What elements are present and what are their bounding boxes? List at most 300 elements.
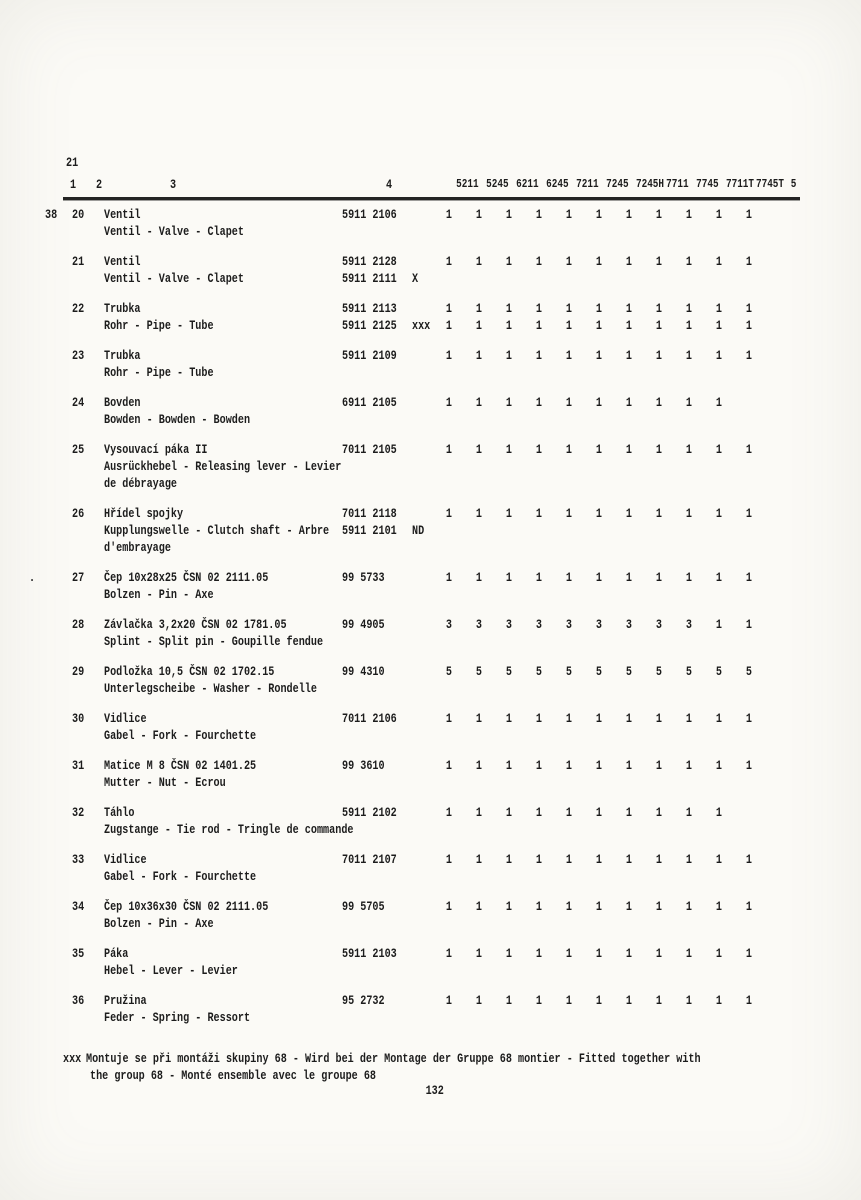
part-marker (412, 757, 434, 774)
qty-cell: 1 (535, 852, 543, 867)
qty-cell (644, 680, 674, 697)
qty-cell: 1 (685, 805, 693, 820)
qty-cell: 3 (685, 617, 693, 632)
qty-cell (464, 962, 494, 979)
part-marker: X (412, 271, 419, 286)
qty-cell (554, 586, 584, 603)
table-row (0, 394, 861, 428)
row-description: Kupplungswelle - Clutch shaft - Arbre (104, 523, 330, 538)
row-ref (0, 300, 72, 317)
qty-cell (734, 223, 764, 240)
row-ref (0, 633, 72, 650)
qty-cell: 1 (625, 758, 633, 773)
row-description: Splint - Split pin - Goupille fendue (104, 634, 324, 649)
qty-cell (524, 821, 554, 838)
qty-cell: 5 (475, 664, 483, 679)
row-pos (72, 586, 104, 603)
part-marker (412, 347, 434, 364)
row-ref (0, 962, 72, 979)
qty-cell (614, 727, 644, 744)
qty-cell (434, 962, 464, 979)
row-ref (0, 616, 72, 633)
row-description: Páka (104, 946, 129, 961)
part-marker (412, 710, 434, 727)
row-pos (72, 821, 104, 838)
qty-cell: 1 (655, 506, 663, 521)
row-description: Čep 10x28x25 ČSN 02 2111.05 (104, 570, 269, 585)
qty-cell (614, 411, 644, 428)
qty-cell (674, 821, 704, 838)
qty-cell: 1 (445, 318, 453, 333)
qty-cell: 1 (625, 805, 633, 820)
row-description: Gabel - Fork - Fourchette (104, 869, 257, 884)
qty-cell: 1 (475, 993, 483, 1008)
qty-cell (644, 1009, 674, 1026)
qty-cell: 1 (445, 395, 453, 410)
qty-cell (554, 680, 584, 697)
qty-cell: 1 (505, 758, 513, 773)
model-header: 6211 (515, 177, 539, 191)
row-ref (0, 586, 72, 603)
qty-cell (704, 475, 734, 492)
table-row (0, 898, 861, 932)
qty-cell (554, 915, 584, 932)
model-header: 7245H (635, 177, 665, 191)
qty-cell: 1 (505, 254, 513, 269)
qty-cell (494, 522, 524, 539)
qty-cell (584, 962, 614, 979)
row-pos: 24 (72, 395, 85, 410)
qty-cell: 1 (655, 758, 663, 773)
qty-cell: 1 (475, 301, 483, 316)
row-pos (72, 868, 104, 885)
qty-cell (644, 522, 674, 539)
qty-cell (584, 868, 614, 885)
row-pos: 25 (72, 442, 85, 457)
qty-cell: 1 (565, 852, 573, 867)
qty-cell: 1 (535, 254, 543, 269)
row-description: Vidlice (104, 711, 147, 726)
row-description: Rohr - Pipe - Tube (104, 365, 214, 380)
qty-cell (554, 364, 584, 381)
qty-cell: 1 (565, 946, 573, 961)
qty-cell (584, 539, 614, 556)
part-number (342, 539, 412, 556)
row-pos (72, 270, 104, 287)
qty-cell (614, 364, 644, 381)
model-columns-header (452, 177, 806, 191)
qty-cell (674, 522, 704, 539)
row-ref (0, 539, 72, 556)
qty-cell (464, 522, 494, 539)
qty-cell: 1 (445, 711, 453, 726)
model-header: 7711 (665, 177, 689, 191)
qty-cell (494, 586, 524, 603)
column-number-4: 4 (386, 177, 393, 192)
qty-cell: 3 (445, 617, 453, 632)
qty-cell: 1 (745, 852, 753, 867)
row-ref (0, 223, 72, 240)
qty-cell: 1 (625, 301, 633, 316)
qty-cell (584, 774, 614, 791)
qty-cell: 3 (565, 617, 573, 632)
qty-cell: 1 (565, 348, 573, 363)
qty-cell (554, 727, 584, 744)
qty-cell (644, 868, 674, 885)
table-row (0, 347, 861, 381)
qty-cell (734, 1009, 764, 1026)
part-marker (412, 206, 434, 223)
parts-table (0, 206, 861, 1039)
qty-cell (554, 270, 584, 287)
row-description: Ventil (104, 254, 141, 269)
qty-cell: 1 (475, 570, 483, 585)
part-number (342, 411, 412, 428)
qty-cell: 1 (715, 899, 723, 914)
qty-cell: 1 (745, 442, 753, 457)
qty-cell (494, 868, 524, 885)
part-marker (412, 663, 434, 680)
row-ref (0, 868, 72, 885)
part-number: 5911 2106 (342, 207, 397, 222)
qty-cell (494, 774, 524, 791)
part-marker (412, 300, 434, 317)
part-marker (412, 992, 434, 1009)
qty-cell: 1 (535, 395, 543, 410)
row-pos: 36 (72, 993, 85, 1008)
qty-cell (704, 223, 734, 240)
qty-cell (704, 774, 734, 791)
row-ref (0, 727, 72, 744)
qty-cell (554, 1009, 584, 1026)
qty-cell (614, 821, 644, 838)
qty-cell (674, 633, 704, 650)
qty-cell: 1 (535, 442, 543, 457)
part-number (342, 915, 412, 932)
qty-cell: 1 (505, 899, 513, 914)
row-ref (0, 253, 72, 270)
qty-cell (524, 633, 554, 650)
qty-cell (494, 458, 524, 475)
column-number-3: 3 (170, 177, 177, 192)
qty-cell (434, 1009, 464, 1026)
part-number (342, 633, 412, 650)
row-pos: 22 (72, 301, 85, 316)
qty-cell (614, 680, 644, 697)
qty-cell: 1 (625, 254, 633, 269)
qty-cell: 1 (685, 993, 693, 1008)
qty-cell: 1 (715, 805, 723, 820)
qty-cell (734, 727, 764, 744)
notes-column-header: 5 (791, 177, 797, 191)
qty-cell: 1 (505, 395, 513, 410)
model-header: 7211 (575, 177, 599, 191)
qty-cell: 1 (565, 758, 573, 773)
qty-cell (464, 223, 494, 240)
qty-cell: 1 (475, 946, 483, 961)
qty-cell: 1 (715, 570, 723, 585)
qty-cell: 1 (715, 442, 723, 457)
qty-cell (494, 223, 524, 240)
row-ref (0, 992, 72, 1009)
qty-cell (524, 270, 554, 287)
part-marker: xxx (412, 318, 431, 333)
qty-cell (704, 915, 734, 932)
part-number (342, 586, 412, 603)
qty-cell (734, 270, 764, 287)
row-description: Rohr - Pipe - Tube (104, 318, 214, 333)
qty-cell: 1 (445, 570, 453, 585)
qty-cell (644, 915, 674, 932)
qty-cell: 1 (655, 805, 663, 820)
table-row (0, 757, 861, 791)
qty-cell (644, 821, 674, 838)
part-marker (412, 774, 434, 791)
footnote (63, 1050, 783, 1084)
footnote-line: Montuje se při montáži skupiny 68 - Wird bei der Montage der Gruppe 68 montier - Fitted together with (86, 1051, 701, 1066)
qty-cell (584, 411, 614, 428)
row-ref (0, 851, 72, 868)
row-pos: 28 (72, 617, 85, 632)
row-description: Zugstange - Tie rod - Tringle de commande (104, 822, 354, 837)
table-row (0, 300, 861, 334)
qty-cell: 1 (445, 348, 453, 363)
qty-cell (434, 522, 464, 539)
qty-cell: 1 (745, 254, 753, 269)
qty-cell (734, 458, 764, 475)
qty-cell: 1 (655, 207, 663, 222)
qty-cell (734, 680, 764, 697)
qty-cell: 1 (475, 348, 483, 363)
row-description: Unterlegscheibe - Washer - Rondelle (104, 681, 317, 696)
table-header (0, 155, 861, 203)
row-description: d'embrayage (104, 540, 171, 555)
qty-cell (614, 915, 644, 932)
row-ref (0, 569, 72, 586)
row-pos (72, 915, 104, 932)
qty-cell (524, 411, 554, 428)
row-ref (0, 475, 72, 492)
qty-cell (494, 475, 524, 492)
qty-cell: 1 (505, 711, 513, 726)
qty-cell: 1 (475, 899, 483, 914)
qty-cell: 1 (685, 301, 693, 316)
part-marker (412, 851, 434, 868)
part-number: 99 5733 (342, 570, 385, 585)
model-header: 5245 (485, 177, 509, 191)
qty-cell (674, 223, 704, 240)
row-pos: 29 (72, 664, 85, 679)
qty-cell (584, 821, 614, 838)
row-description: Gabel - Fork - Fourchette (104, 728, 257, 743)
part-marker (412, 804, 434, 821)
qty-cell (524, 727, 554, 744)
qty-cell (704, 411, 734, 428)
qty-cell: 1 (655, 301, 663, 316)
qty-cell: 1 (505, 805, 513, 820)
row-description: Podložka 10,5 ČSN 02 1702.15 (104, 664, 275, 679)
qty-cell: 1 (715, 506, 723, 521)
qty-cell (674, 774, 704, 791)
row-description: Bovden (104, 395, 141, 410)
qty-cell: 1 (445, 442, 453, 457)
qty-cell (494, 915, 524, 932)
group-number: 21 (66, 155, 79, 170)
qty-cell (674, 1009, 704, 1026)
qty-cell (734, 475, 764, 492)
row-pos (72, 522, 104, 539)
qty-cell (494, 411, 524, 428)
qty-cell: 1 (595, 993, 603, 1008)
qty-cell: 1 (715, 993, 723, 1008)
table-row (0, 710, 861, 744)
footnote-line: the group 68 - Monté ensemble avec le groupe 68 (90, 1068, 377, 1083)
qty-cell: 1 (535, 711, 543, 726)
qty-cell (524, 364, 554, 381)
part-number (342, 868, 412, 885)
part-marker (412, 898, 434, 915)
qty-cell: 1 (595, 805, 603, 820)
row-pos (72, 1009, 104, 1026)
qty-cell: 1 (475, 254, 483, 269)
qty-cell (554, 522, 584, 539)
qty-cell (644, 223, 674, 240)
part-marker (412, 915, 434, 932)
qty-cell: 1 (505, 852, 513, 867)
row-description: Mutter - Nut - Ecrou (104, 775, 226, 790)
part-marker: ND (412, 523, 425, 538)
qty-cell (434, 633, 464, 650)
part-marker (412, 727, 434, 744)
qty-cell: 1 (595, 570, 603, 585)
qty-cell (614, 475, 644, 492)
qty-cell: 1 (715, 207, 723, 222)
row-ref: 38 (45, 207, 58, 222)
row-pos: 33 (72, 852, 85, 867)
part-number: 7011 2118 (342, 506, 397, 521)
part-marker (412, 868, 434, 885)
qty-cell (464, 821, 494, 838)
qty-cell: 1 (685, 506, 693, 521)
qty-cell (494, 364, 524, 381)
qty-cell (524, 915, 554, 932)
qty-cell (644, 458, 674, 475)
row-pos (72, 317, 104, 334)
qty-cell: 1 (535, 570, 543, 585)
qty-cell: 1 (535, 946, 543, 961)
qty-cell: 1 (445, 301, 453, 316)
qty-cell: 1 (715, 318, 723, 333)
qty-cell (554, 868, 584, 885)
qty-cell: 1 (475, 758, 483, 773)
row-pos: 21 (72, 254, 85, 269)
qty-cell (434, 539, 464, 556)
part-number (342, 458, 412, 475)
row-ref (0, 522, 72, 539)
qty-cell (704, 458, 734, 475)
qty-cell: 3 (625, 617, 633, 632)
qty-cell (734, 868, 764, 885)
part-marker (412, 616, 434, 633)
part-marker (412, 680, 434, 697)
row-ref (0, 270, 72, 287)
part-marker (412, 586, 434, 603)
qty-cell: 1 (505, 506, 513, 521)
row-ref (0, 458, 72, 475)
qty-cell (644, 586, 674, 603)
qty-cell (434, 223, 464, 240)
qty-cell: 1 (745, 318, 753, 333)
qty-cell (614, 458, 644, 475)
qty-cell (704, 727, 734, 744)
qty-cell: 1 (745, 899, 753, 914)
qty-cell: 5 (745, 664, 753, 679)
row-pos (72, 223, 104, 240)
qty-cell: 1 (445, 946, 453, 961)
model-header: 7245 (605, 177, 629, 191)
row-ref (0, 1009, 72, 1026)
qty-cell: 1 (445, 207, 453, 222)
row-description: Bolzen - Pin - Axe (104, 916, 214, 931)
part-number (342, 1009, 412, 1026)
qty-cell: 1 (475, 852, 483, 867)
qty-cell (434, 411, 464, 428)
part-marker (412, 569, 434, 586)
qty-cell: 1 (565, 570, 573, 585)
qty-cell (614, 270, 644, 287)
qty-cell: 1 (475, 395, 483, 410)
qty-cell: 3 (595, 617, 603, 632)
qty-cell (434, 475, 464, 492)
row-description: Ventil - Valve - Clapet (104, 224, 244, 239)
qty-cell: 1 (595, 852, 603, 867)
qty-cell: 1 (475, 442, 483, 457)
row-ref (0, 441, 72, 458)
qty-cell: 5 (595, 664, 603, 679)
qty-cell: 1 (565, 711, 573, 726)
qty-cell (614, 962, 644, 979)
qty-cell: 1 (715, 348, 723, 363)
row-pos (72, 458, 104, 475)
qty-cell (434, 680, 464, 697)
row-pos: 26 (72, 506, 85, 521)
qty-cell (434, 727, 464, 744)
qty-cell (734, 915, 764, 932)
qty-cell: 1 (685, 395, 693, 410)
qty-cell: 1 (685, 852, 693, 867)
qty-cell: 3 (655, 617, 663, 632)
qty-cell: 1 (745, 348, 753, 363)
row-description: de débrayage (104, 476, 178, 491)
table-row (0, 569, 861, 603)
part-marker (412, 394, 434, 411)
qty-cell: 1 (565, 506, 573, 521)
row-description: Čep 10x36x30 ČSN 02 2111.05 (104, 899, 269, 914)
qty-cell (734, 821, 764, 838)
row-description: Vysouvací páka II (104, 442, 208, 457)
qty-cell: 1 (625, 852, 633, 867)
qty-cell: 1 (625, 348, 633, 363)
qty-cell (494, 821, 524, 838)
qty-cell: 1 (535, 899, 543, 914)
qty-cell (584, 270, 614, 287)
part-marker (412, 458, 434, 475)
row-pos (72, 680, 104, 697)
qty-cell: 1 (655, 852, 663, 867)
qty-cell (464, 1009, 494, 1026)
part-number: 99 5705 (342, 899, 385, 914)
qty-cell (734, 539, 764, 556)
